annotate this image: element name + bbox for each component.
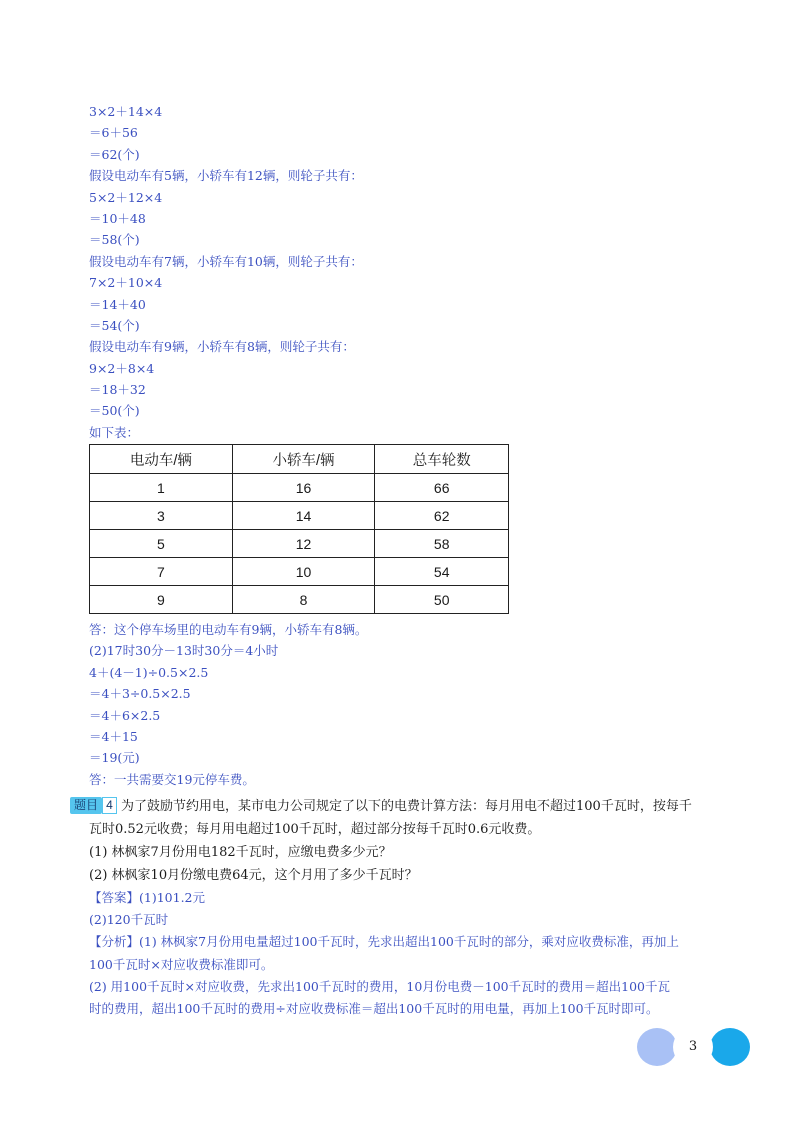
solution-line: ＝10＋48 bbox=[89, 210, 146, 226]
table-row bbox=[90, 530, 509, 558]
wheel-count-table bbox=[89, 444, 509, 614]
page-number: 3 bbox=[688, 1039, 698, 1054]
table-row bbox=[90, 586, 509, 614]
table-cell: 12 bbox=[232, 530, 375, 558]
solution-line: 如下表： bbox=[89, 424, 140, 440]
table-cell: 5 bbox=[90, 530, 233, 558]
solution-line: ＝4＋3÷0.5×2.5 bbox=[89, 686, 191, 702]
solution-line: 5×2＋12×4 bbox=[89, 189, 163, 205]
table-cell: 10 bbox=[232, 558, 375, 586]
question-stem bbox=[70, 795, 750, 818]
table-cell: 7 bbox=[90, 558, 233, 586]
table-cell: 1 bbox=[90, 474, 233, 502]
table-row bbox=[90, 474, 509, 502]
question-text-line1: 为了鼓励节约用电，某市电力公司规定了以下的电费计算方法：每月用电不超过100千瓦时，按每千 bbox=[121, 799, 692, 814]
analysis-line: 【分析】(1) 林枫家7月份用电量超过100千瓦时，先求出超出100千瓦时的部分，乘对应收费标准，再加上 bbox=[89, 934, 679, 950]
table-cell: 3 bbox=[90, 502, 233, 530]
page-circle-center bbox=[673, 1027, 713, 1067]
answer-line: (2)120千瓦时 bbox=[89, 912, 169, 928]
solution-line: ＝18＋32 bbox=[89, 382, 146, 398]
solution-line: 假设电动车有9辆，小轿车有8辆，则轮子共有： bbox=[89, 339, 355, 355]
table-header-cell: 小轿车/辆 bbox=[232, 445, 375, 474]
solution-line: ＝54(个) bbox=[89, 317, 140, 333]
table-row bbox=[90, 558, 509, 586]
analysis-line: 100千瓦时×对应收费标准即可。 bbox=[89, 956, 274, 972]
page-number-badge bbox=[637, 1027, 752, 1067]
answer-line: 【答案】(1)101.2元 bbox=[89, 890, 205, 905]
table-cell: 66 bbox=[375, 474, 509, 502]
solution-line: (2)17时30分－13时30分＝4小时 bbox=[89, 643, 279, 659]
after-table-block bbox=[89, 619, 749, 790]
question-label: 题目 bbox=[70, 797, 102, 814]
solution-line: 假设电动车有7辆，小轿车有10辆，则轮子共有： bbox=[89, 253, 363, 269]
table-header-cell: 总车轮数 bbox=[375, 445, 509, 474]
question-4 bbox=[70, 795, 750, 1020]
solution-line: 答：这个停车场里的电动车有9辆，小轿车有8辆。 bbox=[89, 622, 368, 637]
question-sub1: (1) 林枫家7月份用电182千瓦时，应缴电费多少元？ bbox=[89, 845, 392, 860]
solution-line: 4＋(4－1)÷0.5×2.5 bbox=[89, 664, 209, 680]
analysis-line: (2) 用100千瓦时×对应收费，先求出100千瓦时的费用，10月份电费－100千瓦时的费用＝超出100千瓦 bbox=[89, 978, 670, 994]
solution-line: ＝4＋15 bbox=[89, 728, 138, 744]
table-cell: 54 bbox=[375, 558, 509, 586]
page-circle-right bbox=[710, 1028, 750, 1066]
solution-line: 3×2＋14×4 bbox=[89, 104, 163, 119]
solution-line: 7×2＋10×4 bbox=[89, 275, 163, 291]
analysis-line: 时的费用，超出100千瓦时的费用÷对应收费标准＝超出100千瓦时的用电量，再加上100千瓦时即可。 bbox=[89, 1001, 659, 1017]
solution-line: ＝4＋6×2.5 bbox=[89, 707, 161, 723]
table-cell: 62 bbox=[375, 502, 509, 530]
solution-line: 答：一共需要交19元停车费。 bbox=[89, 771, 255, 787]
table-cell: 16 bbox=[232, 474, 375, 502]
question-number: 4 bbox=[102, 797, 117, 814]
table-header-row bbox=[90, 445, 509, 474]
solution-line: 假设电动车有5辆，小轿车有12辆，则轮子共有： bbox=[89, 168, 363, 184]
solution-line: ＝58(个) bbox=[89, 232, 140, 248]
solution-line: ＝14＋40 bbox=[89, 296, 146, 312]
table-cell: 50 bbox=[375, 586, 509, 614]
table-row bbox=[90, 502, 509, 530]
solution-block bbox=[89, 101, 749, 443]
solution-line: ＝50(个) bbox=[89, 403, 140, 419]
solution-line: ＝6＋56 bbox=[89, 125, 138, 141]
table-cell: 9 bbox=[90, 586, 233, 614]
solution-line: 9×2＋8×4 bbox=[89, 360, 155, 376]
solution-line: ＝19(元) bbox=[89, 750, 140, 766]
question-sub2: (2) 林枫家10月份缴电费64元，这个月用了多少千瓦时？ bbox=[89, 868, 418, 883]
solution-line: ＝62(个) bbox=[89, 146, 140, 162]
table-header-cell: 电动车/辆 bbox=[90, 445, 233, 474]
question-text-line2: 瓦时0.52元收费；每月用电超过100千瓦时，超过部分按每千瓦时0.6元收费。 bbox=[89, 822, 541, 837]
table-cell: 8 bbox=[232, 586, 375, 614]
table-cell: 14 bbox=[232, 502, 375, 530]
page-circle-left bbox=[637, 1028, 677, 1066]
table-cell: 58 bbox=[375, 530, 509, 558]
